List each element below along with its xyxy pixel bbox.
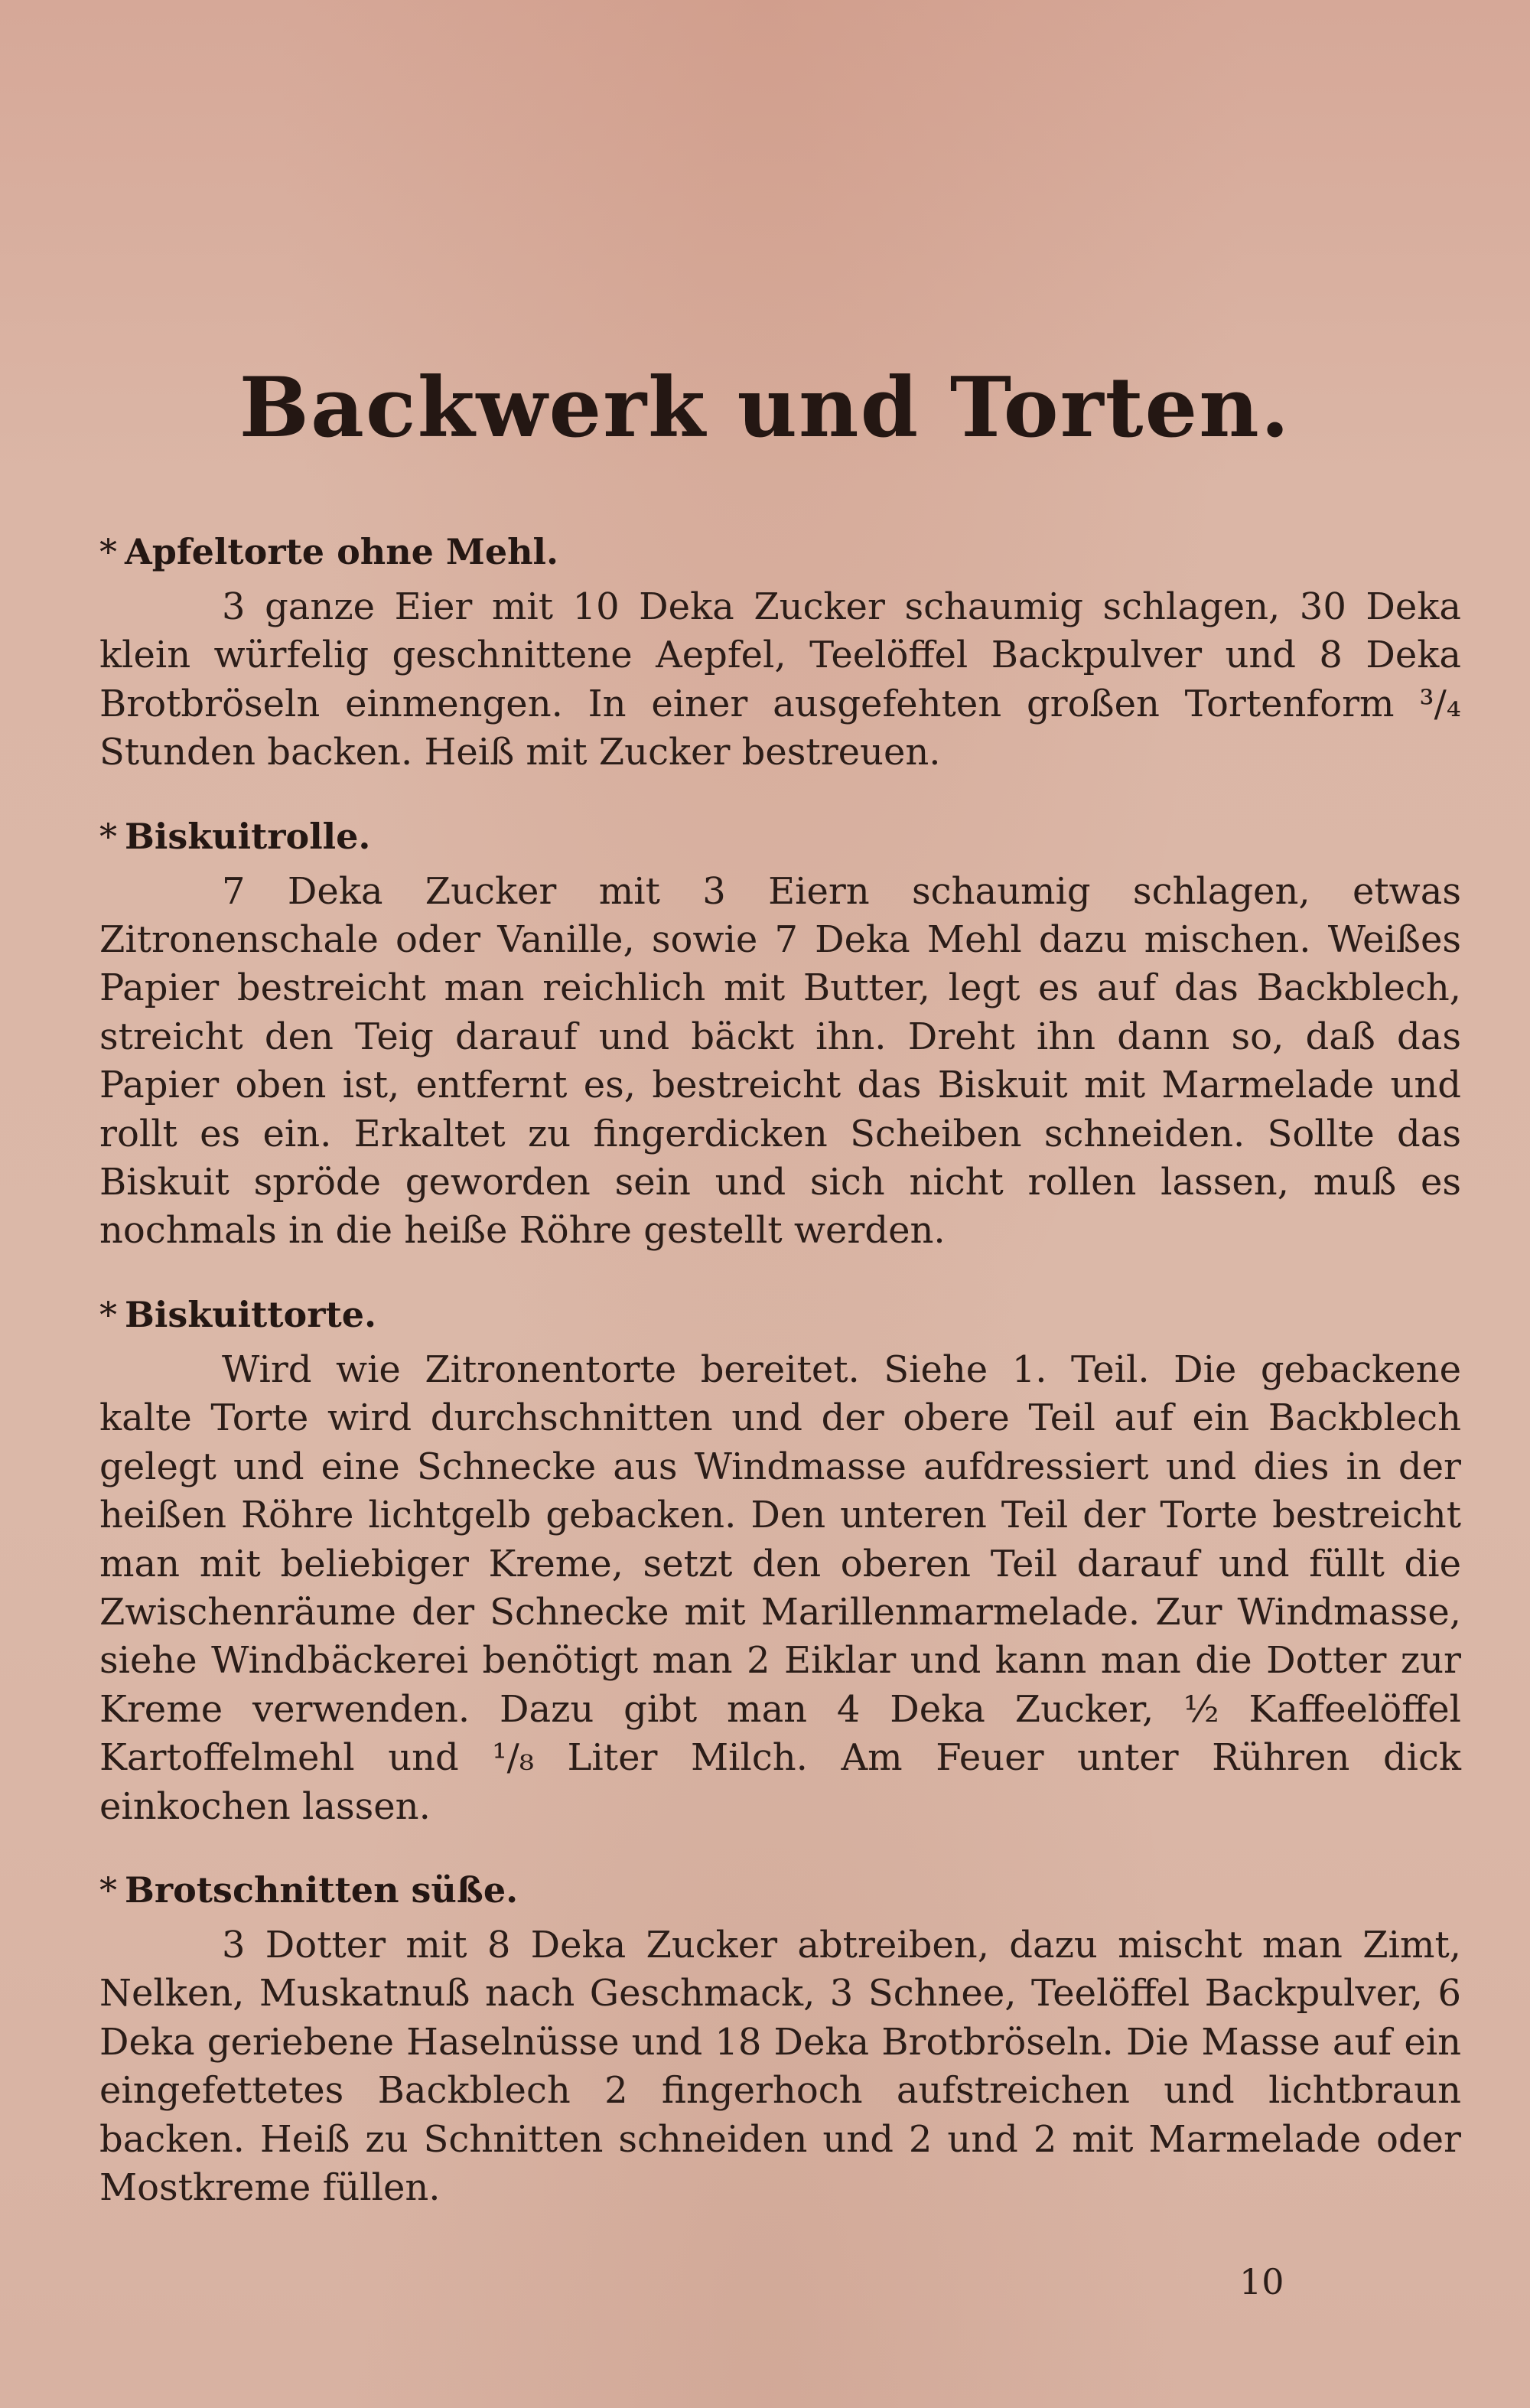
recipe-apfeltorte	[99, 528, 1461, 777]
page-number: 10	[1239, 2261, 1284, 2302]
recipe-marker: *	[99, 815, 117, 857]
recipe-marker: *	[99, 1293, 117, 1335]
page-title: Backwerk und Torten.	[239, 360, 1291, 456]
recipe-text: Wird wie Zitronentorte bereitet. Siehe 1. Teil. Die gebackene kalte Torte wird durchschnitten und der obere Teil auf ein Backblech gelegt und eine Schnecke aus Windmasse aufdressiert und dies in der heißen Röhre lichtgelb gebacken. Den unteren Teil der Torte bestreicht man mit beliebiger Kreme, setzt den oberen Teil darauf und füllt die Zwischenräume der Schnecke mit Marillenmarmelade. Zur Windmasse, siehe Windbäckerei benötigt man 2 Eiklar und kann man die Dotter zur Kreme verwenden. Dazu gibt man 4 Deka Zucker, ½ Kaffeelöffel Kartoffelmehl und ¹/₈ Liter Milch. Am Feuer unter Rühren dick einkochen lassen.	[99, 1347, 1461, 1828]
recipe-biskuittorte	[99, 1291, 1461, 1831]
recipe-title: Apfeltorte ohne Mehl.	[125, 531, 559, 572]
recipe-text: 3 Dotter mit 8 Deka Zucker abtreiben, dazu mischt man Zimt, Nelken, Muskatnuß nach Geschmack, 3 Schnee, Teelöffel Backpulver, 6 Deka geriebene Haselnüsse und 18 Deka Brotbröseln. Die Masse auf ein eingefettetes Backblech 2 fingerhoch aufstreichen und lichtbraun backen. Heiß zu Schnitten schneiden und 2 und 2 mit Marmelade oder Mostkreme füllen.	[99, 1923, 1461, 2209]
recipe-heading	[99, 813, 1461, 860]
recipe-marker: *	[99, 531, 117, 572]
recipe-list	[99, 528, 1461, 2247]
recipe-text: 3 ganze Eier mit 10 Deka Zucker schaumig schlagen, 30 Deka klein würfelig geschnittene Aepfel, Teelöffel Backpulver und 8 Deka Brotbröseln einmengen. In einer ausgefehten großen Tortenform ³/₄ Stunden backen. Heiß mit Zucker bestreuen.	[99, 585, 1461, 774]
recipe-heading	[99, 1866, 1461, 1914]
recipe-marker: *	[99, 1869, 117, 1911]
recipe-heading	[99, 1291, 1461, 1338]
recipe-text: 7 Deka Zucker mit 3 Eiern schaumig schlagen, etwas Zitronenschale oder Vanille, sowie 7 Deka Mehl dazu mischen. Weißes Papier bestreicht man reichlich mit Butter, legt es auf das Backblech, streicht den Teig darauf und bäckt ihn. Dreht ihn dann so, daß das Papier oben ist, entfernt es, bestreicht das Biskuit mit Marmelade und rollt es ein. Erkaltet zu fingerdicken Scheiben schneiden. Sollte das Biskuit spröde geworden sein und sich nicht rollen lassen, muß es nochmals in die heiße Röhre gestellt werden.	[99, 869, 1461, 1253]
recipe-biskuitrolle	[99, 813, 1461, 1256]
recipe-title: Brotschnitten süße.	[125, 1869, 519, 1911]
recipe-title: Biskuitrolle.	[125, 815, 371, 857]
recipe-brotschnitten	[99, 1866, 1461, 2212]
recipe-heading	[99, 528, 1461, 575]
recipe-title: Biskuittorte.	[125, 1293, 376, 1335]
